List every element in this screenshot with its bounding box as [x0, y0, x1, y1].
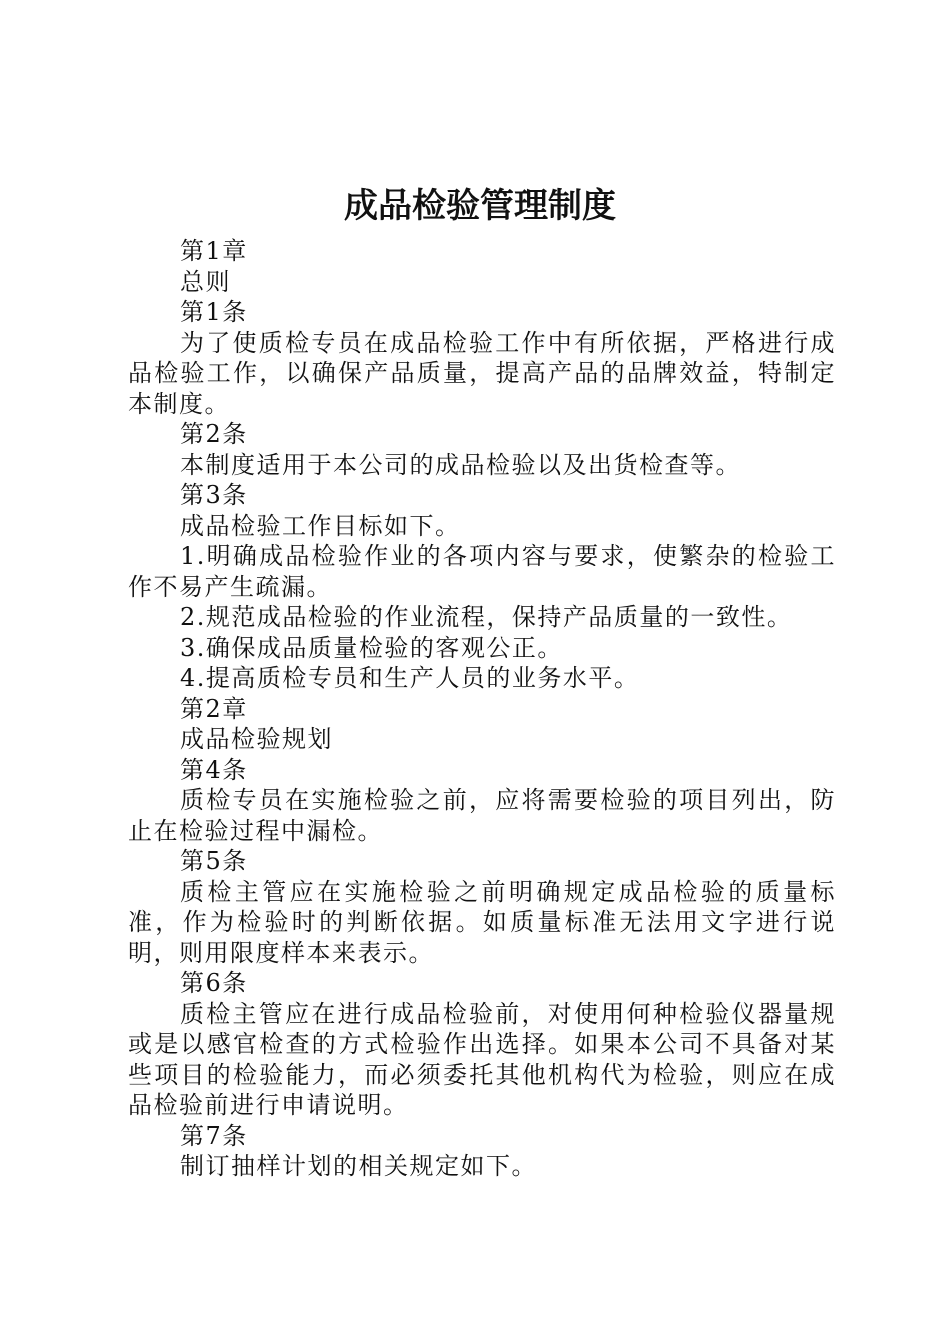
page-title: 成品检验管理制度 [344, 186, 616, 226]
chapter-heading: 第2章 [180, 694, 248, 723]
list-item: 1.明确成品检验作业的各项内容与要求，使繁杂的检验工作不易产生疏漏。 [128, 542, 836, 601]
chapter-title: 成品检验规划 [180, 725, 333, 753]
article-heading: 第7条 [180, 1121, 248, 1150]
article-paragraph: 质检专员在实施检验之前，应将需要检验的项目列出，防止在检验过程中漏检。 [128, 786, 836, 845]
list-item: 4.提高质检专员和生产人员的业务水平。 [180, 664, 640, 692]
chapter-heading: 第1章 [180, 237, 248, 265]
article-heading: 第3条 [180, 481, 248, 509]
article-paragraph: 质检主管应在进行成品检验前，对使用何种检验仪器量规或是以感官检查的方式检验作出选择。如果本公司不具备对某些项目的检验能力，而必须委托其他机构代为检验，则应在成品检验前进行申请说明。 [128, 999, 836, 1119]
article-heading: 第2条 [180, 420, 248, 448]
article-paragraph: 制订抽样计划的相关规定如下。 [180, 1152, 537, 1180]
article-paragraph: 本制度适用于本公司的成品检验以及出货检查等。 [180, 450, 741, 479]
article-heading: 第4条 [180, 755, 248, 784]
chapter-title: 总则 [180, 267, 231, 296]
list-item: 2.规范成品检验的作业流程，保持产品质量的一致性。 [180, 603, 793, 631]
article-heading: 第6条 [180, 969, 248, 997]
article-paragraph: 成品检验工作目标如下。 [180, 511, 461, 540]
document-body [128, 236, 836, 1182]
article-paragraph: 质检主管应在实施检验之前明确规定成品检验的质量标准，作为检验时的判断依据。如质量标准无法用文字进行说明，则用限度样本来表示。 [128, 877, 836, 967]
list-item: 3.确保成品质量检验的客观公正。 [180, 633, 563, 662]
article-heading: 第1条 [180, 298, 248, 326]
article-heading: 第5条 [180, 847, 248, 875]
article-paragraph: 为了使质检专员在成品检验工作中有所依据，严格进行成品检验工作，以确保产品质量，提高产品的品牌效益，特制定本制度。 [128, 328, 836, 418]
